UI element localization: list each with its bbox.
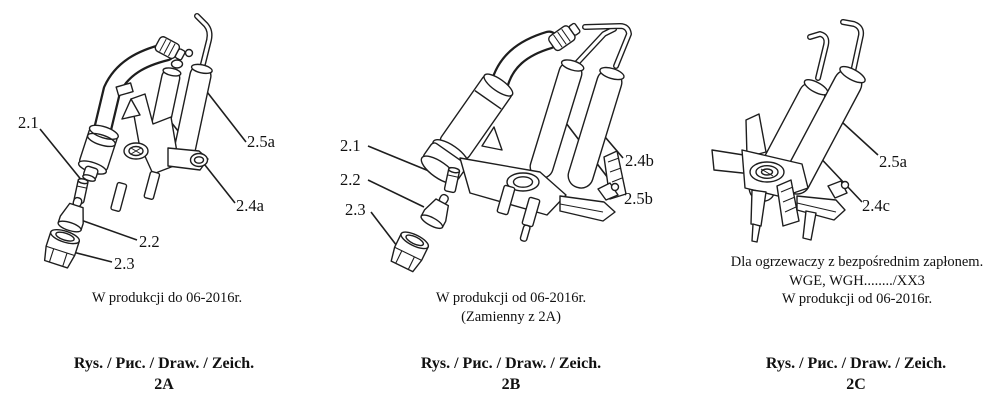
note-line: WGE, WGH......../XX3 (789, 272, 925, 289)
part-nozzle-2-2b (419, 190, 456, 231)
ignition-wires-2b (577, 26, 629, 66)
production-note-2c (709, 253, 1004, 309)
figure-caption-2b (361, 354, 661, 394)
part-label-2b-5: 2.5b (624, 189, 653, 208)
part-label-2b-3: 2.3 (345, 200, 366, 219)
igniter-body-2a (74, 122, 120, 185)
part-label-2c-2: 2.4c (862, 196, 890, 215)
assembly-drawing-2b (330, 0, 670, 285)
note-line: W produkcji od 06-2016r. (435, 290, 587, 306)
assembly-drawing-2a (0, 0, 334, 285)
note-line: W produkcji od 06-2016r. (781, 291, 933, 307)
figure-caption-label: Rys. / Рис. / Draw. / Zeich. (73, 355, 255, 372)
note-line: W produkcji do 06-2016r. (91, 290, 243, 306)
part-label-2b-2: 2.2 (340, 170, 361, 189)
part-label-2a-3: 2.4a (236, 196, 264, 215)
part-label-2a-1: 2.1 (18, 113, 39, 132)
assembly-drawing-2c (670, 0, 1004, 260)
production-note-2a (10, 289, 324, 308)
part-label-2b-1: 2.1 (340, 136, 361, 155)
part-nut-2-3a (42, 227, 81, 269)
part-label-2a-5: 2.3 (114, 254, 135, 273)
note-line: (Zamienny z 2A) (461, 308, 561, 325)
figure-caption-label: Rys. / Рис. / Draw. / Zeich. (420, 355, 602, 372)
part-nut-2-3b (389, 229, 431, 273)
part-label-2c-1: 2.5a (879, 152, 907, 171)
part-nozzle-2-2a (57, 194, 90, 234)
figure-caption-2c (708, 354, 1004, 394)
figure-caption-label: Rys. / Рис. / Draw. / Zeich. (765, 355, 947, 372)
part-label-2a-4: 2.2 (139, 232, 160, 251)
note-line: Dla ogrzewaczy z bezpośrednim zapłonem. (730, 254, 984, 270)
production-note-2b (354, 289, 668, 326)
part-label-2a-2: 2.5a (247, 132, 275, 151)
figure-number: 2A (154, 376, 174, 393)
figure-number: 2C (846, 376, 866, 393)
figure-number: 2B (501, 376, 521, 393)
figure-caption-2a (14, 354, 314, 394)
part-label-2b-4: 2.4b (625, 151, 654, 170)
electrode-2-5a (172, 16, 213, 162)
